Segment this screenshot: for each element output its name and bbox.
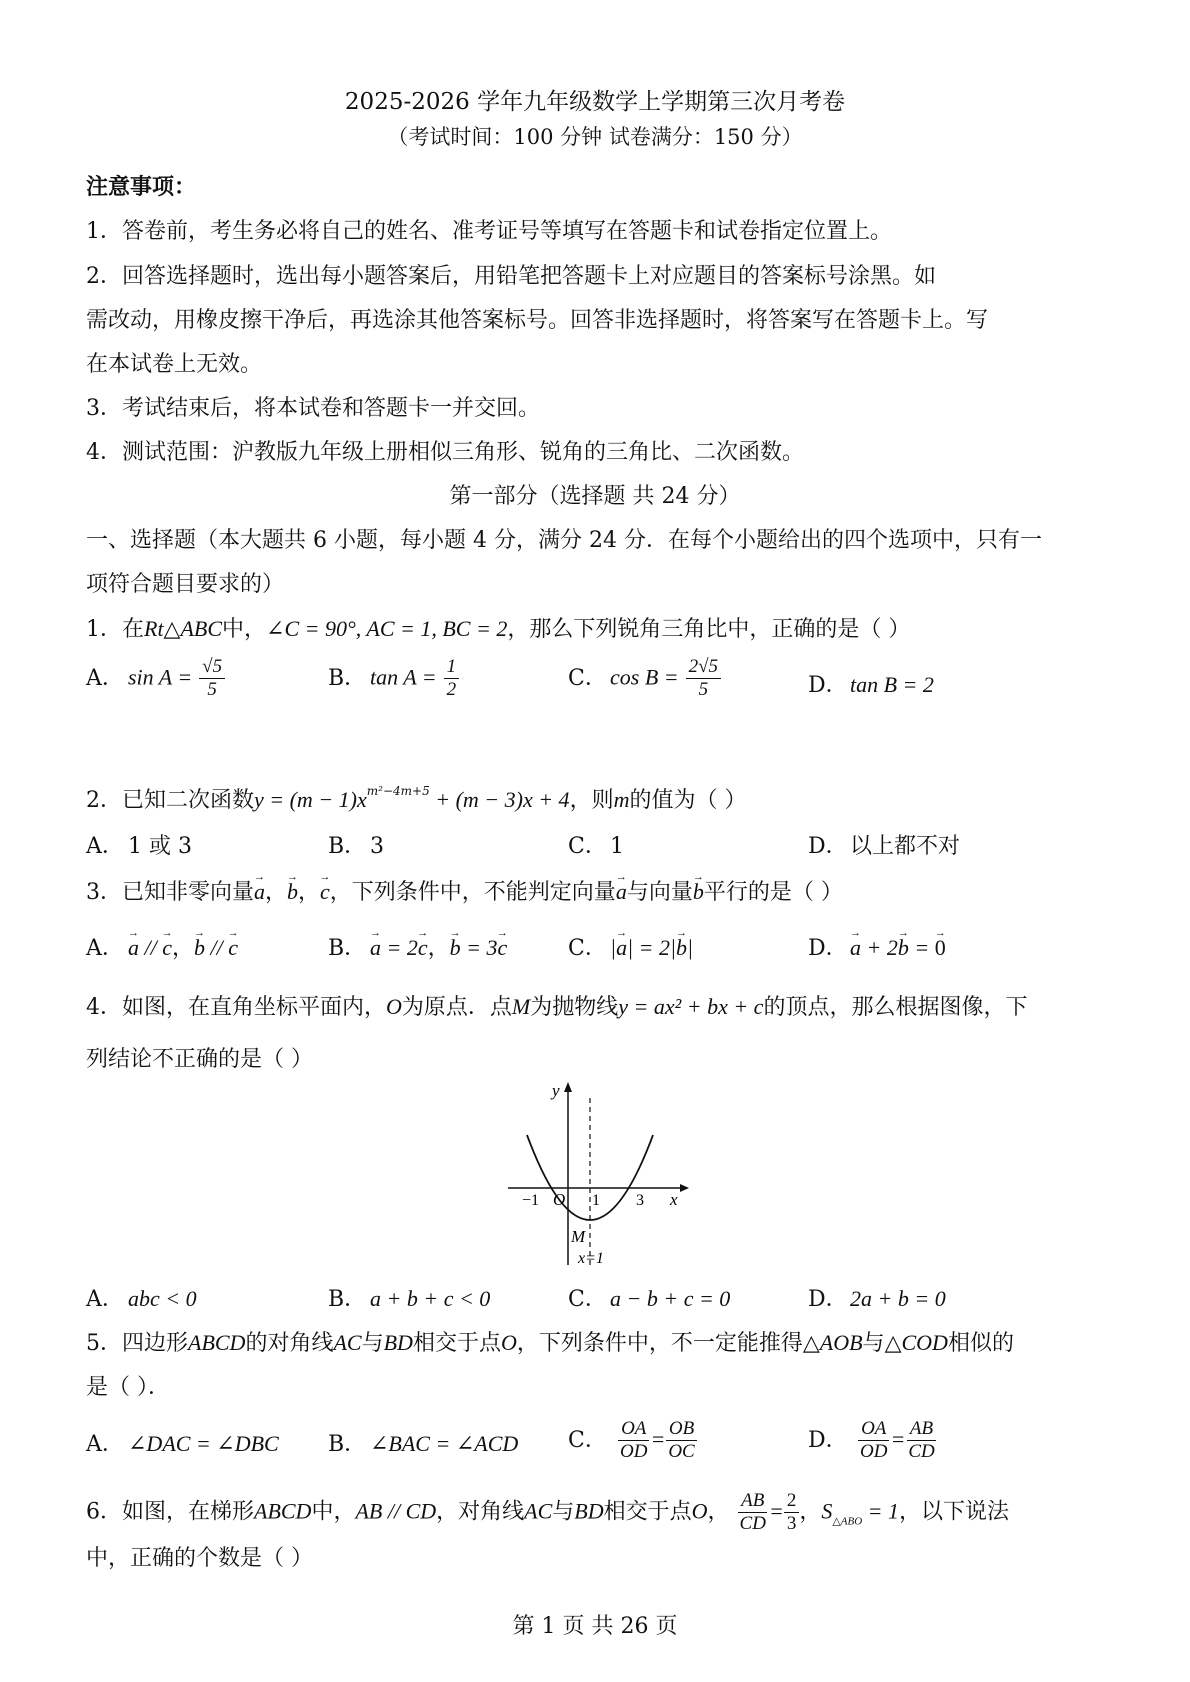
numerator: 2√5: [686, 656, 721, 679]
q5-mid: 的对角线: [245, 1331, 334, 1356]
notes-heading: 注意事项：: [86, 175, 197, 200]
q5-quad: ABCD: [188, 1330, 246, 1355]
q3-option-b[interactable]: [328, 932, 507, 965]
q1-suffix: ，那么下列锐角三角比中，正确的是（ ）: [507, 617, 911, 642]
q3-mid2: 与向量: [626, 880, 693, 905]
vertex-label: M: [571, 1227, 586, 1246]
q5-tri2: △COD: [884, 1330, 948, 1355]
q3-prefix: 3．已知非零向量: [86, 880, 254, 905]
q1-triangle: Rt△ABC: [144, 616, 223, 641]
q1-option-d[interactable]: [808, 669, 934, 702]
question-2-stem: [86, 775, 1106, 817]
q1-b-lhs: tan A =: [370, 664, 437, 690]
q4-suffix: 的顶点，那么根据图像，下: [763, 995, 1028, 1020]
option-text: 以上都不对: [850, 834, 961, 859]
vector-a: → a: [850, 932, 861, 964]
vector-b: → b: [194, 932, 205, 964]
q5-c-frac2: [665, 1418, 697, 1463]
option-label: B．: [328, 936, 367, 961]
question-4-stem-2: 列结论不正确的是（ ）: [86, 1047, 313, 1072]
option-label: C．: [568, 1427, 607, 1453]
question-3-stem: [86, 876, 1106, 909]
q5-option-d[interactable]: [808, 1418, 938, 1463]
q1-condition: ∠C = 90°, AC = 1, BC = 2: [266, 616, 508, 641]
denominator: CD: [908, 1441, 935, 1462]
numerator: AB: [907, 1418, 936, 1441]
axis-label: x=1: [578, 1250, 604, 1267]
option-label: A．: [86, 665, 124, 691]
question-5-stem-1: [86, 1327, 1106, 1360]
equals: =: [650, 1426, 666, 1452]
q5-mid4: ，下列条件中，不一定能推得: [516, 1331, 803, 1356]
q1-prefix: 1．在: [86, 617, 144, 642]
vector-b: → b: [693, 876, 704, 908]
option-text: ∠BAC = ∠ACD: [370, 1431, 519, 1456]
option-label: B．: [328, 665, 367, 691]
q4-vertex: M: [511, 994, 531, 1019]
q1-d-expr: tan B = 2: [850, 672, 934, 697]
question-6-stem-2: 中，正确的个数是（ ）: [86, 1546, 313, 1571]
q6-quad: ABCD: [254, 1498, 312, 1524]
q4-prefix: 4．如图，在直角坐标平面内，: [86, 995, 386, 1020]
tick-3: 3: [636, 1192, 644, 1209]
sep: ，: [799, 1499, 822, 1525]
q5-d-frac2: [905, 1418, 937, 1463]
option-label: D．: [808, 936, 848, 961]
option-label: C．: [568, 936, 607, 961]
numerator: OA: [618, 1418, 649, 1441]
q2-expr-b: + (m − 3)x + 4: [429, 787, 570, 812]
q3-b-eq1: = 2: [381, 935, 418, 960]
q1-c-lhs: cos B =: [610, 664, 679, 690]
numerator: √5: [199, 656, 225, 679]
question-5-stem-2: 是（ ）．: [86, 1375, 170, 1400]
option-text: a − b + c = 0: [610, 1286, 731, 1311]
option-label: A．: [86, 1287, 124, 1312]
q5-c-frac1: [617, 1418, 650, 1463]
equals: =: [890, 1426, 906, 1452]
q4-mid: 为原点．点: [401, 995, 512, 1020]
numerator: OA: [858, 1418, 889, 1441]
denominator: 3: [786, 1513, 797, 1534]
y-label: y: [552, 1081, 560, 1100]
q5-option-b[interactable]: [328, 1428, 518, 1461]
option-text: 3: [370, 834, 384, 859]
q3-option-c[interactable]: C． |→ a| = 2|→ b|: [568, 932, 693, 965]
option-label: A．: [86, 1432, 124, 1457]
vector-c: → c: [418, 932, 428, 964]
x-label: x: [670, 1190, 678, 1209]
q6-o: O: [691, 1498, 708, 1524]
area-symbol: S: [821, 1498, 833, 1524]
q1-mid: 中，: [222, 617, 267, 642]
vector-b: → b: [676, 932, 687, 964]
q2-prefix: 2．已知二次函数: [86, 788, 254, 813]
sep: ，: [265, 880, 288, 905]
q2-option-d[interactable]: [808, 831, 960, 863]
q3-c-expr: | = 2|: [627, 935, 677, 960]
q4-option-d[interactable]: [808, 1283, 946, 1316]
zero-vector: → 0: [935, 932, 946, 964]
option-text: a + b + c < 0: [370, 1286, 491, 1311]
plus-2: + 2: [861, 935, 898, 960]
q4-parabola: y = ax² + bx + c: [618, 994, 764, 1019]
q5-prefix: 5．四边形: [86, 1331, 188, 1356]
q5-option-a[interactable]: [86, 1428, 279, 1461]
vector-c: → c: [228, 932, 238, 964]
note-2c: 在本试卷上无效。: [86, 352, 263, 377]
q3-suffix: 平行的是（ ）: [703, 880, 843, 905]
option-label: A．: [86, 936, 124, 961]
q2-expr-a: y = (m − 1)x: [254, 787, 367, 812]
q3-b-eq2: = 3: [460, 935, 498, 960]
option-label: C．: [568, 665, 607, 691]
q1-option-b[interactable]: [328, 656, 459, 701]
q3-mid: ，下列条件中，不能判定向量: [329, 880, 616, 905]
vector-b: → b: [287, 876, 298, 908]
note-1: 1．答卷前，考生务必将自己的姓名、准考证号等填写在答题卡和试卷指定位置上。: [86, 219, 892, 244]
y-axis-arrow: [564, 1082, 572, 1092]
equals: =: [908, 935, 935, 960]
q4-parabola-graph: [500, 1080, 690, 1270]
option-label: D．: [808, 673, 848, 698]
q5-tri1: △AOB: [802, 1330, 863, 1355]
q6-suffix: ，以下说法: [899, 1499, 1010, 1525]
vector-a: → a: [128, 932, 139, 964]
vector-b: → b: [450, 932, 461, 964]
vector-a: → a: [254, 876, 265, 908]
q3-option-a[interactable]: [86, 932, 238, 965]
q2-option-c[interactable]: [568, 831, 624, 863]
vector-a: → a: [616, 876, 627, 908]
parallel-sign: //: [139, 935, 163, 960]
option-label: D．: [808, 1427, 848, 1453]
q1-a-fraction: [199, 656, 225, 701]
question-1-stem: [86, 613, 1106, 646]
note-4: 4．测试范围：沪教版九年级上册相似三角形、锐角的三角比、二次函数。: [86, 440, 804, 465]
q5-ac: AC: [333, 1330, 362, 1355]
option-label: B．: [328, 1287, 367, 1312]
question-4-stem-1: [86, 991, 1106, 1024]
q1-option-c[interactable]: [568, 656, 721, 701]
q5-d-frac1: [857, 1418, 890, 1463]
denominator: CD: [739, 1513, 766, 1534]
area-value: = 1: [862, 1498, 900, 1524]
q2-option-a[interactable]: [86, 831, 192, 863]
vector-c: → c: [498, 932, 508, 964]
equals: =: [768, 1498, 784, 1524]
q4-option-b[interactable]: [328, 1283, 490, 1316]
q4-option-c[interactable]: [568, 1283, 730, 1316]
note-2a: 2．回答选择题时，选出每小题答案后，用铅笔把答题卡上对应题目的答案标号涂黑。如: [86, 264, 936, 289]
q5-suffix: 相似的: [947, 1331, 1014, 1356]
q6-ac: AC: [524, 1498, 553, 1524]
q6-prefix: 6．如图，在梯形: [86, 1499, 254, 1525]
numerator: OB: [666, 1418, 697, 1441]
origin-label: O: [553, 1190, 566, 1209]
exam-subtitle: （考试时间：100 分钟 试卷满分：150 分）: [387, 125, 803, 149]
note-2b: 需改动，用橡皮擦干净后，再选涂其他答案标号。回答非选择题时，将答案写在答题卡上。写: [86, 308, 989, 333]
vector-c: → c: [320, 876, 330, 908]
q3-option-d[interactable]: [808, 932, 946, 965]
option-label: D．: [808, 1287, 848, 1312]
option-text: 1: [610, 834, 624, 859]
tick-1: 1: [592, 1192, 600, 1209]
tick-neg1: −1: [522, 1192, 540, 1209]
denominator: 5: [207, 679, 217, 700]
sep: ，: [298, 880, 321, 905]
sep: ，: [707, 1499, 730, 1525]
q4-mid2: 为抛物线: [530, 995, 619, 1020]
q1-option-a[interactable]: [86, 656, 225, 701]
numerator: 1: [444, 656, 460, 679]
q6-bd: BD: [574, 1498, 604, 1524]
page-footer: 第 1 页 共 26 页: [512, 1614, 678, 1639]
part1-intro-a: 一、选择题（本大题共 6 小题，每小题 4 分，满分 24 分．在每个小题给出的四个选项中，只有一: [86, 528, 1042, 553]
option-text: ∠DAC = ∠DBC: [128, 1431, 279, 1456]
q1-b-fraction: [444, 656, 460, 701]
area-subscript: △ABO: [832, 1515, 863, 1528]
q5-o: O: [500, 1330, 517, 1355]
q2-option-b[interactable]: [328, 831, 384, 863]
numerator: 2: [784, 1490, 800, 1513]
note-3: 3．考试结束后，将本试卷和答题卡一并交回。: [86, 396, 540, 421]
vector-b: → b: [898, 932, 909, 964]
option-label: B．: [328, 834, 367, 859]
q1-a-lhs: sin A =: [128, 664, 193, 690]
q2-var: m: [613, 787, 630, 812]
denominator: OD: [860, 1441, 888, 1462]
vector-a: → a: [616, 932, 627, 964]
sep: ，: [427, 936, 450, 961]
exam-title: 2025-2026 学年九年级数学上学期第三次月考卷: [344, 89, 846, 115]
q4-option-a[interactable]: [86, 1283, 197, 1316]
q4-origin: O: [386, 994, 402, 1019]
option-label: D．: [808, 834, 848, 859]
q5-option-c[interactable]: [568, 1418, 698, 1463]
option-label: C．: [568, 834, 607, 859]
sep: ，: [172, 936, 195, 961]
q5-mid2: 与: [361, 1331, 384, 1356]
numerator: AB: [738, 1490, 767, 1513]
option-label: A．: [86, 834, 124, 859]
part1-title: 第一部分（选择题 共 24 分）: [449, 484, 741, 509]
q5-mid5: 与: [862, 1331, 885, 1356]
q1-c-fraction: [686, 656, 721, 701]
q5-bd: BD: [383, 1330, 413, 1355]
q6-mid4: 相交于点: [603, 1499, 692, 1525]
denominator: OC: [668, 1441, 695, 1462]
option-text: 2a + b = 0: [850, 1286, 946, 1311]
q6-mid3: 与: [552, 1499, 575, 1525]
option-label: B．: [328, 1432, 367, 1457]
parallel-sign: //: [205, 935, 229, 960]
q5-mid3: 相交于点: [412, 1331, 501, 1356]
x-axis-arrow: [680, 1184, 689, 1192]
denominator: 2: [446, 679, 457, 700]
q6-mid2: ，对角线: [436, 1499, 525, 1525]
abs-bar: |: [687, 935, 694, 960]
option-text: abc < 0: [128, 1286, 197, 1311]
option-label: C．: [568, 1287, 607, 1312]
q2-exponent: m²−4m+5: [366, 784, 430, 798]
q2-suffix: 的值为（ ）: [629, 788, 747, 813]
q6-parallel: AB // CD: [355, 1498, 437, 1524]
q2-mid: ，则: [569, 788, 614, 813]
q6-mid: 中，: [311, 1499, 356, 1525]
denominator: 5: [698, 679, 709, 700]
part1-intro-b: 项符合题目要求的）: [86, 572, 285, 597]
denominator: OD: [620, 1441, 648, 1462]
q6-frac2: [784, 1490, 800, 1535]
vector-a: → a: [370, 932, 381, 964]
option-text: 1 或 3: [128, 834, 192, 859]
question-6-stem-1: [86, 1490, 1106, 1538]
vector-c: → c: [162, 932, 172, 964]
q6-frac1: [737, 1490, 769, 1535]
